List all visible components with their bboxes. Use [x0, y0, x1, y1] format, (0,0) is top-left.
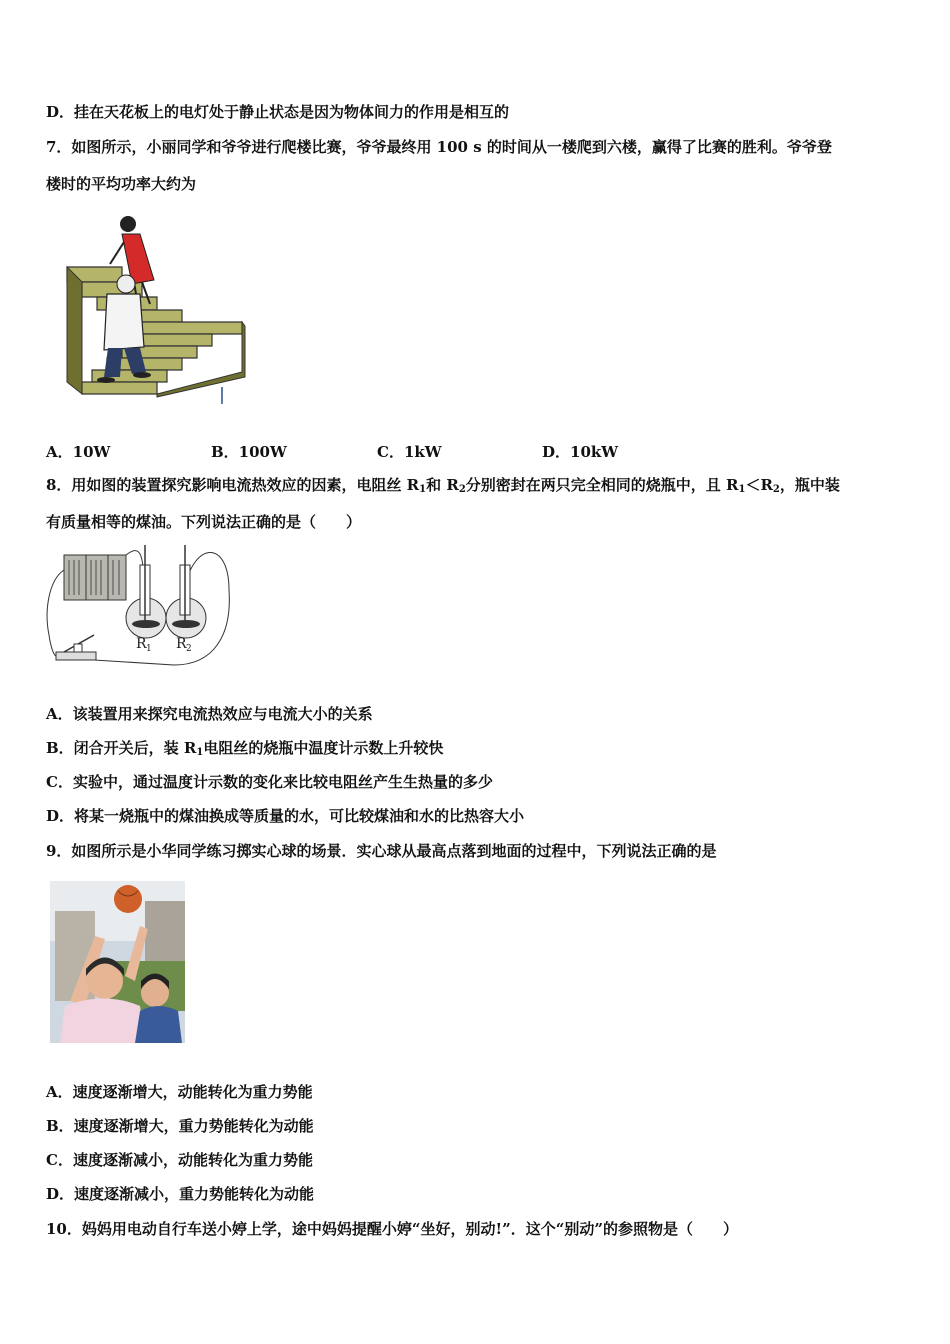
- q8-stem-text-d: ＜R: [745, 476, 773, 494]
- q8-option-b-sub: 1: [196, 747, 204, 758]
- q9-option-c: C．速度逐渐减小，动能转化为重力势能: [46, 1151, 313, 1169]
- q8-option-b-text-post: 电阻丝的烧瓶中温度计示数上升较快: [203, 739, 444, 757]
- r2-label: R: [176, 636, 187, 652]
- q9-option-b: B．速度逐渐增大，重力势能转化为动能: [46, 1117, 314, 1135]
- q8-option-a: A．该装置用来探究电流热效应与电流大小的关系: [46, 705, 373, 723]
- r2-label-sub: 2: [186, 644, 192, 654]
- circuit-figure: [44, 540, 239, 670]
- r1-label: R: [136, 636, 147, 652]
- q8-stem-line1: [46, 475, 840, 500]
- q8-stem-line2: 有质量相等的煤油。下列说法正确的是（ ）: [46, 513, 362, 531]
- q9-option-d: D．速度逐渐减小，重力势能转化为动能: [46, 1185, 315, 1203]
- q8-stem-text-e: ，瓶中装: [779, 476, 840, 494]
- q7-option-d: D．10kW: [542, 443, 619, 461]
- q8-r2-sub-2: 2: [772, 484, 780, 495]
- q8-stem-text-c: 分别密封在两只完全相同的烧瓶中，且 R: [465, 476, 739, 494]
- q10-stem: 10．妈妈用电动自行车送小婷上学，途中妈妈提醒小婷“坐好，别动!”．这个“别动”的参照物是（ ）: [46, 1220, 738, 1238]
- q8-stem-text-b: 和 R: [426, 476, 459, 494]
- q9-option-a: A．速度逐渐增大，动能转化为重力势能: [46, 1083, 313, 1101]
- q8-r1-sub-2: 1: [738, 484, 746, 495]
- q9-stem: 9．如图所示是小华同学练习掷实心球的场景．实心球从最高点落到地面的过程中，下列说法正确的是: [46, 842, 717, 860]
- q8-option-c: C．实验中，通过温度计示数的变化来比较电阻丝产生生热量的多少: [46, 773, 493, 791]
- ball-throw-photo: [50, 881, 185, 1043]
- r1-label-sub: 1: [146, 644, 152, 654]
- q7-stem-line1: 7．如图所示，小丽同学和爷爷进行爬楼比赛，爷爷最终用 100 s 的时间从一楼爬到六楼，赢得了比赛的胜利。爷爷登: [46, 138, 832, 156]
- q6-option-d: D．挂在天花板上的电灯处于静止状态是因为物体间力的作用是相互的: [46, 103, 510, 121]
- q8-r2-sub: 2: [458, 484, 466, 495]
- q8-r1-sub: 1: [419, 484, 427, 495]
- q8-option-b: [46, 738, 443, 763]
- q8-option-d: D．将某一烧瓶中的煤油换成等质量的水，可比较煤油和水的比热容大小: [46, 807, 525, 825]
- q7-option-a: A．10W: [46, 443, 111, 461]
- q7-option-b: B．100W: [211, 443, 287, 461]
- q7-stem-line2: 楼时的平均功率大约为: [46, 175, 197, 193]
- q8-option-b-text-pre: B．闭合开关后，装 R: [46, 739, 197, 757]
- stair-climbing-figure: [62, 212, 252, 407]
- q8-stem-text-a: 8．用如图的装置探究影响电流热效应的因素，电阻丝 R: [46, 476, 420, 494]
- q7-option-c: C．1kW: [377, 443, 442, 461]
